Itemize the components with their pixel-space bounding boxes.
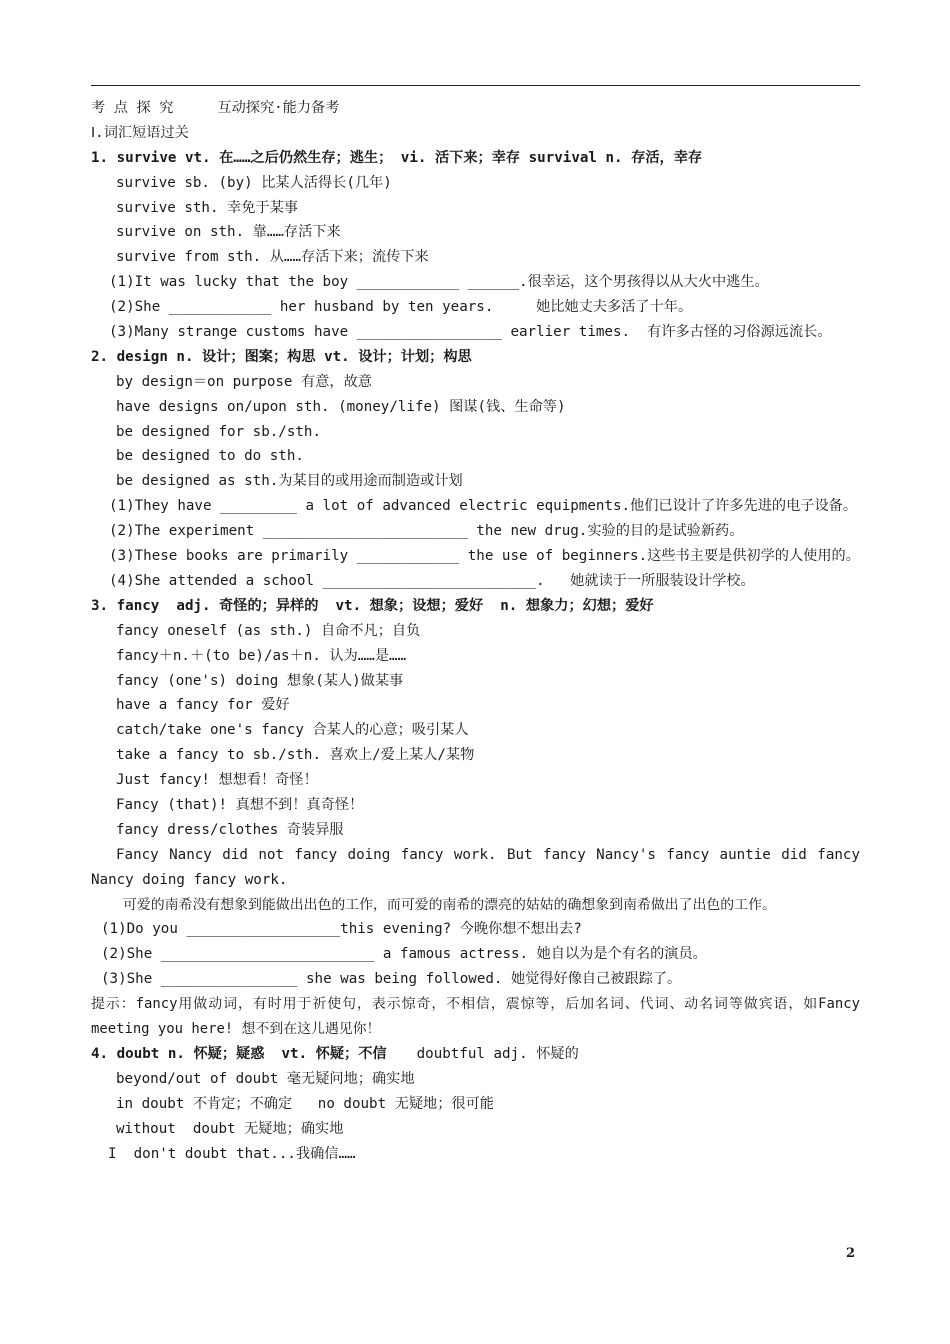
header-label-right: 互动探究·能力备考 <box>217 100 340 116</box>
example-sentence: Fancy Nancy did not fancy doing fancy work. But fancy Nancy's fancy auntie did fancy Nancy doing fancy work. <box>91 846 860 888</box>
page-number: 2 <box>846 1246 856 1261</box>
phrase: without doubt 无疑地；确实地 <box>116 1120 344 1137</box>
example-translation: 可爱的南希没有想象到能做出出色的工作，而可爱的南希的漂亮的姑姑的确想象到南希做出了出色的工作。 <box>123 896 776 913</box>
phrase: fancy (one's) doing 想象(某人)做某事 <box>116 672 404 689</box>
phrase: catch/take one's fancy 合某人的心意；吸引某人 <box>116 722 469 739</box>
phrase: be designed as sth.为某目的或用途而制造或计划 <box>116 473 463 490</box>
exercise: (3)Many strange customs have _________________ earlier times. 有许多古怪的习俗源远流长。 <box>109 324 832 341</box>
phrase: be designed for sb./sth. <box>116 423 321 440</box>
phrase: survive from sth. 从……存活下来；流传下来 <box>116 249 429 266</box>
item-1-heading: 1. survive vt. 在……之后仍然生存；逃生； vi. 活下来；幸存 survival n. 存活，幸存 <box>91 149 703 166</box>
phrase: have designs on/upon sth. (money/life) 图谋(钱、生命等) <box>116 398 566 415</box>
item-4-heading-extra: doubtful adj. 怀疑的 <box>416 1045 579 1062</box>
phrase: fancy dress/clothes 奇装异服 <box>116 821 344 838</box>
exercise: (2)The experiment ________________________ the new drug.实验的目的是试验新药。 <box>109 523 744 540</box>
exercise: (1)It was lucky that the boy ____________ ______.很幸运，这个男孩得以从大火中逃生。 <box>109 274 769 291</box>
item-4-heading: 4. doubt n. 怀疑；疑惑 vt. 怀疑；不信 <box>91 1045 387 1062</box>
phrase: be designed to do sth. <box>116 448 304 465</box>
item-4-heading-row <box>91 1042 860 1067</box>
exercise: (3)These books are primarily ____________ the use of beginners.这些书主要是供初学的人使用的。 <box>109 548 860 565</box>
phrase: have a fancy for 爱好 <box>116 697 290 714</box>
phrase: by design＝on purpose 有意，故意 <box>116 373 372 390</box>
item-2-heading: 2. design n. 设计；图案；构思 vt. 设计；计划；构思 <box>91 348 472 365</box>
exercise: (2)She ____________ her husband by ten years. 她比她丈夫多活了十年。 <box>109 299 693 316</box>
phrase: survive sb. (by) 比某人活得长(几年) <box>116 174 392 191</box>
header-rule <box>91 85 860 86</box>
phrase: in doubt 不肯定；不确定 no doubt 无疑地；很可能 <box>116 1095 494 1112</box>
phrase: fancy＋n.＋(to be)/as＋n. 认为……是…… <box>116 647 407 664</box>
exercise: (3)She ________________ she was being followed. 她觉得好像自己被跟踪了。 <box>101 971 682 988</box>
exercise: (1)They have _________ a lot of advanced electric equipments.他们已设计了许多先进的电子设备。 <box>109 498 858 515</box>
tip-note: 提示：fancy用做动词，有时用于祈使句，表示惊奇，不相信，震惊等，后加名词、代词、动名词等做宾语，如Fancy meeting you here! 想不到在这儿遇见你！ <box>91 996 860 1038</box>
page-content <box>91 96 860 1166</box>
phrase: I don't doubt that...我确信…… <box>108 1145 356 1162</box>
item-3-heading: 3. fancy adj. 奇怪的；异样的 vt. 想象；设想；爱好 n. 想象力；幻想；爱好 <box>91 597 654 614</box>
phrase: survive sth. 幸免于某事 <box>116 199 298 216</box>
phrase: beyond/out of doubt 毫无疑问地；确实地 <box>116 1070 415 1087</box>
section-title: Ⅰ.词汇短语过关 <box>91 124 189 141</box>
exercise: (2)She _________________________ a famous actress. 她自以为是个有名的演员。 <box>101 946 707 963</box>
phrase: Just fancy! 想想看！奇怪！ <box>116 772 318 789</box>
phrase: survive on sth. 靠……存活下来 <box>116 224 341 241</box>
section-header <box>91 96 860 121</box>
header-label-left: 考 点 探 究 <box>91 100 174 116</box>
phrase: fancy oneself (as sth.) 自命不凡；自负 <box>116 622 421 639</box>
phrase: take a fancy to sb./sth. 喜欢上/爱上某人/某物 <box>116 747 475 764</box>
phrase: Fancy (that)! 真想不到！真奇怪！ <box>116 796 364 813</box>
exercise: (4)She attended a school _________________________. 她就读于一所服装设计学校。 <box>109 572 755 589</box>
exercise: (1)Do you __________________this evening? 今晚你想不想出去? <box>101 921 582 938</box>
